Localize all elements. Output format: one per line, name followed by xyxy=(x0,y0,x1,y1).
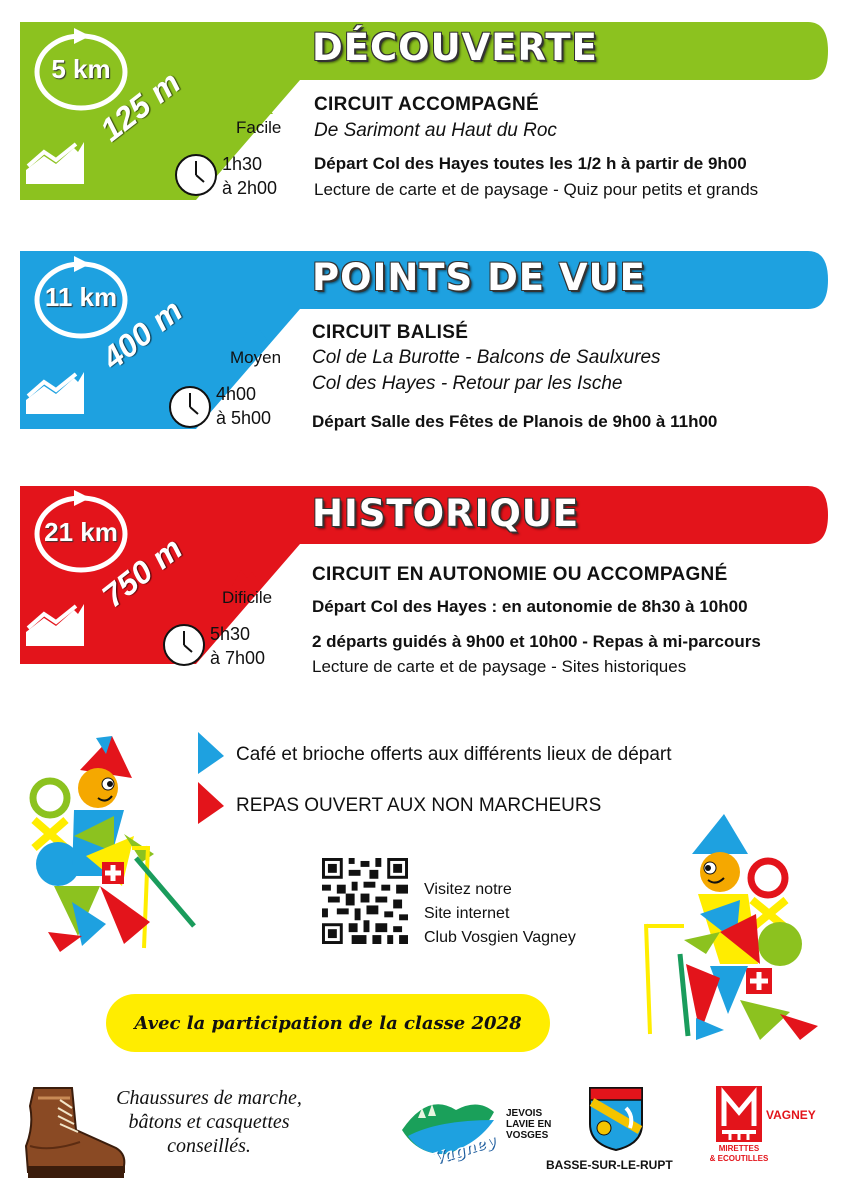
circuit-type: CIRCUIT BALISÉ xyxy=(312,322,469,343)
jevois-logo xyxy=(506,1108,551,1141)
elevation-graph-icon xyxy=(24,602,86,648)
circuit-title: POINTS DE VUE xyxy=(312,256,646,299)
circuit-route: Col de La Burotte - Balcons de Saulxures xyxy=(312,347,661,368)
circuit-title: HISTORIQUE xyxy=(312,492,580,535)
clock-icon xyxy=(160,622,208,668)
duration-to: à 2h00 xyxy=(222,178,278,198)
basse-sur-le-rupt-label: BASSE-SUR-LE-RUPT xyxy=(546,1158,673,1172)
vagney-script-logo-text: Vagney xyxy=(430,1130,497,1169)
duration-from: 4h00 xyxy=(216,384,257,404)
website-line: Club Vosgien Vagney xyxy=(424,929,576,946)
mirettes-line: & ECOUTILLES xyxy=(709,1154,769,1163)
advice-text xyxy=(94,1086,324,1158)
website-line: Site internet xyxy=(424,905,510,922)
level-label: Moyen xyxy=(230,348,282,367)
circuit-type: CIRCUIT EN AUTONOMIE OU ACCOMPAGNÉ xyxy=(312,564,728,585)
level-label: Dificile xyxy=(222,588,273,607)
circuit-route: Col des Hayes - Retour par les Ische xyxy=(312,373,623,394)
duration-to: à 5h00 xyxy=(216,408,272,428)
advice-line: conseillés. xyxy=(167,1135,251,1157)
circuit-route: De Sarimont au Haut du Roc xyxy=(314,120,557,141)
jevois-line: LAVIE EN xyxy=(506,1119,552,1130)
duration-from: 1h30 xyxy=(222,154,263,174)
duration-from: 5h30 xyxy=(210,624,251,644)
jevois-line: VOSGES xyxy=(506,1130,549,1141)
mountain-hard-icon xyxy=(232,568,262,586)
circuit-type: CIRCUIT ACCOMPAGNÉ xyxy=(314,94,539,115)
participation-banner xyxy=(106,994,550,1052)
hiker-figure-right-icon xyxy=(640,814,830,1044)
vagney-label: VAGNEY xyxy=(766,1108,816,1122)
cafe-info: Café et brioche offerts aux différents lieux de départ xyxy=(236,744,672,765)
duration-to: à 7h00 xyxy=(210,648,266,668)
repas-info: REPAS OUVERT AUX NON MARCHEURS xyxy=(236,795,602,816)
website-line: Visitez notre xyxy=(424,881,512,898)
level-label: Facile xyxy=(236,118,282,137)
participation-text: Avec la participation de la classe 2028 xyxy=(134,1012,522,1034)
circuit-note: Lecture de carte et de paysage - Sites historiques xyxy=(312,657,687,676)
advice-line: bâtons et casquettes xyxy=(128,1111,290,1133)
distance-label: 21 km xyxy=(44,517,118,547)
advice-line: Chaussures de marche, xyxy=(116,1087,302,1109)
circuit-depart: Départ Col des Hayes : en autonomie de 8h30 à 10h00 xyxy=(312,597,748,616)
circuit-depart: Départ Salle des Fêtes de Planois de 9h00 à 11h00 xyxy=(312,412,718,431)
mirettes-logo-icon xyxy=(716,1086,762,1142)
circuit-depart-guided: 2 départs guidés à 9h00 et 10h00 - Repas à mi-parcours xyxy=(312,632,761,651)
elevation-label: 400 m xyxy=(95,291,189,377)
distance-label: 5 km xyxy=(51,54,111,84)
basse-sur-le-rupt-crest-icon xyxy=(588,1086,644,1152)
mirettes-line: MIRETTES xyxy=(718,1144,760,1153)
mirettes-label xyxy=(706,1144,772,1164)
elevation-label: 125 m xyxy=(93,63,187,149)
hiker-figure-left-icon xyxy=(14,736,204,952)
circuit-title: DÉCOUVERTE xyxy=(312,26,598,69)
website-info xyxy=(424,878,576,950)
circuit-depart: Départ Col des Hayes toutes les 1/2 h à partir de 9h00 xyxy=(314,154,747,173)
duration xyxy=(210,622,265,670)
qr-code-icon xyxy=(322,858,408,944)
jevois-line: JEVOIS xyxy=(506,1108,543,1119)
distance-label: 11 km xyxy=(44,282,118,312)
elevation-label: 750 m xyxy=(95,529,189,615)
circuit-note: Lecture de carte et de paysage - Quiz pour petits et grands xyxy=(314,180,759,199)
